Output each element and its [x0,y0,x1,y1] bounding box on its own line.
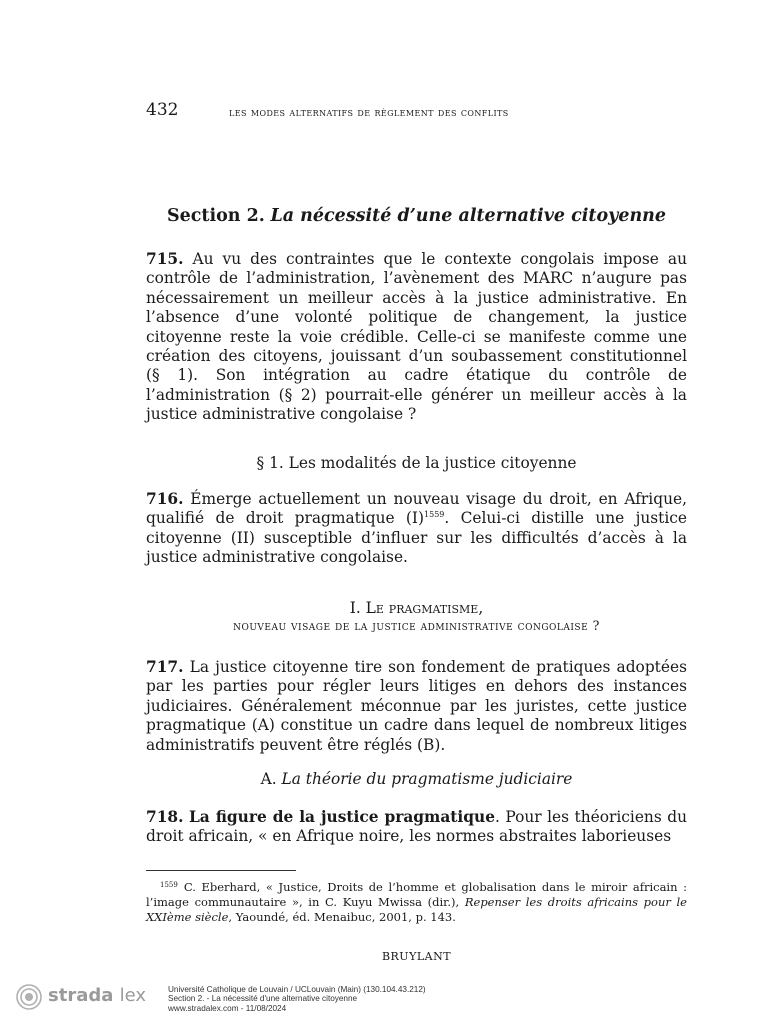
footnote-text: C. Eberhard, « Justice, Droits de l’homme et globalisation dans le miroir africain : l’image communautaire », in C. Kuyu Mwissa (dir.), [146,880,687,909]
subpart-label: A. [260,770,277,788]
brand-strada: strada [48,985,114,1006]
paragraph-number: 717. [146,658,184,676]
paragraph-text: La justice citoyenne tire son fondement de pratiques adoptées par les parties pour régler leurs litiges en dehors des instances judiciaires. Généralement méconnue par les juristes, cette justice pragmatique (A) constitue un cadre dans lequel de nombreux litiges administratifs peuvent être réglés (B). [146,658,687,754]
paragraph-717 [146,658,687,755]
paragraph-number: 716. [146,490,184,508]
footnote-divider [146,870,296,871]
provenance-line-3: www.stradalex.com - 11/08/2024 [168,1003,287,1013]
provenance-line-1: Université Catholique de Louvain / UCLouvain (Main) (130.104.43.212) [168,985,426,994]
running-title: les modes alternatifs de règlement des conflits [229,105,509,119]
subpart-heading [146,770,687,788]
provenance-stamp [168,985,426,1013]
part-heading [146,599,687,633]
page-number: 432 [146,100,179,120]
footnote-text-end: , Yaoundé, éd. Menaibuc, 2001, p. 143. [228,910,456,924]
publisher-footer: BRUYLANT [381,950,452,963]
paragraph-text: . Pour les théoriciens du droit africain, « en Afrique noire, les normes abstraites laborieuses [146,808,687,846]
paragraph-715 [146,250,687,425]
part-heading-line1: I. Le pragmatisme, [349,599,484,617]
paragraph-number: 718. [146,808,184,826]
footnote-reference[interactable]: 1559 [424,510,445,520]
footnote [146,878,687,925]
strada-lex-logo-icon [15,983,43,1011]
paragraph-text: Émerge actuellement un nouveau visage du droit, en Afrique, qualifié de droit pragmatique (I) [146,490,687,528]
subsection-heading: § 1. Les modalités de la justice citoyenne [256,454,577,472]
footnote-work-title: Repenser les droits africains pour le XXIème siècle [146,895,687,924]
paragraph-716 [146,490,687,568]
paragraph-text: Au vu des contraintes que le contexte congolais impose au contrôle de l’administration, l’avènement des MARC n’augure pas nécessairement un meilleur accès à la justice administrative. En l’absence d’une volonté politique de changement, la justice citoyenne reste la voie crédible. Celle-ci se manifeste comme une création des citoyens, jouissant d’un soubassement constitutionnel (§ 1). Son intégration au cadre étatique du contrôle de l’administration (§ 2) pourrait-elle générer un meilleur accès à la justice administrative congolaise ? [146,250,687,424]
section-title [146,206,687,226]
paragraph-text-continued: . Celui-ci distille une justice citoyenne (II) susceptible d’influer sur les difficultés d’accès à la justice administrative congolaise. [146,509,687,567]
footnote-number: 1559 [160,881,178,889]
paragraph-number: 715. [146,250,184,268]
paragraph-718 [146,808,687,847]
part-heading-line2: nouveau visage de la justice administrative congolaise ? [233,618,600,633]
watermark-brand [48,985,146,1006]
provenance-line-2: Section 2. - La nécessité d'une alternative citoyenne [168,994,358,1004]
subpart-title: La théorie du pragmatisme judiciaire [281,770,573,788]
section-heading: La nécessité d’une alternative citoyenne [270,206,667,226]
brand-lex: lex [119,985,147,1006]
running-header [146,100,691,124]
section-label: Section 2. [166,206,265,226]
paragraph-lead: La figure de la justice pragmatique [188,808,496,826]
